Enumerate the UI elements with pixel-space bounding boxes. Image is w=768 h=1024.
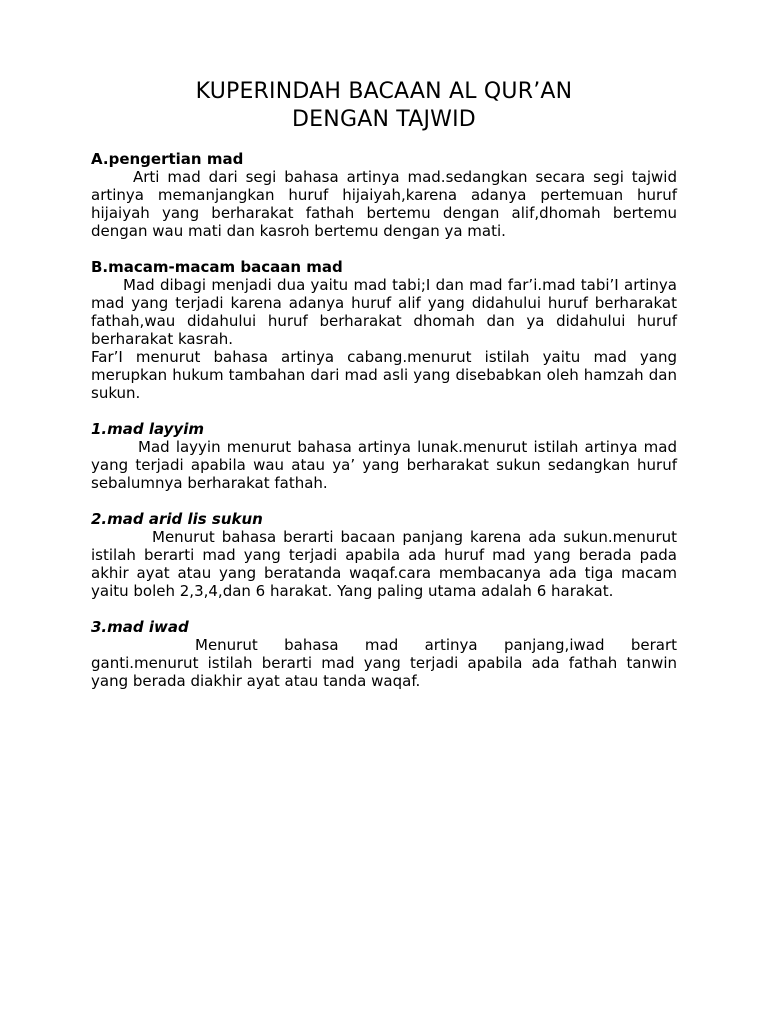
- paragraph: Mad dibagi menjadi dua yaitu mad tabi;I dan mad far’i.mad tabi’I artinya mad yang terjadi karena adanya huruf alif yang didahului huruf berharakat fathah,wau didahului huruf berharakat dhomah dan ya didahului huruf berharakat kasrah.: [91, 276, 677, 348]
- section-mad-iwad: [91, 618, 677, 690]
- section-pengertian-mad: [91, 150, 677, 240]
- section-macam-bacaan-mad: [91, 258, 677, 402]
- paragraph: Menurut bahasa mad artinya panjang,iwad berart ganti.menurut istilah berarti mad yang terjadi apabila ada fathah tanwin yang berada diakhir ayat atau tanda waqaf.: [91, 636, 677, 690]
- title-line-2: DENGAN TAJWID: [292, 107, 476, 132]
- section-mad-arid-lis-sukun: [91, 510, 677, 600]
- section-heading: 3.mad iwad: [91, 618, 189, 636]
- paragraph: Arti mad dari segi bahasa artinya mad.sedangkan secara segi tajwid artinya memanjangkan huruf hijaiyah,karena adanya pertemuan huruf hijaiyah yang berharakat fathah bertemu dengan alif,dhomah bertemu dengan wau mati dan kasroh bertemu dengan ya mati.: [91, 168, 677, 240]
- paragraph: Menurut bahasa berarti bacaan panjang karena ada sukun.menurut istilah berarti mad yang terjadi apabila ada huruf mad yang berada pada akhir ayat atau yang beratanda waqaf.cara membacanya ada tiga macam yaitu boleh 2,3,4,dan 6 harakat. Yang paling utama adalah 6 harakat.: [91, 528, 677, 600]
- document-title: [0, 78, 768, 134]
- title-line-1: KUPERINDAH BACAAN AL QUR’AN: [195, 79, 573, 104]
- section-heading: A.pengertian mad: [91, 150, 244, 168]
- section-heading: 1.mad layyim: [91, 420, 204, 438]
- section-heading: B.macam-macam bacaan mad: [91, 258, 343, 276]
- paragraph: Far’I menurut bahasa artinya cabang.menurut istilah yaitu mad yang merupkan hukum tambahan dari mad asli yang disebabkan oleh hamzah dan sukun.: [91, 348, 677, 402]
- section-heading: 2.mad arid lis sukun: [91, 510, 263, 528]
- paragraph: Mad layyin menurut bahasa artinya lunak.menurut istilah artinya mad yang terjadi apabila wau atau ya’ yang berharakat sukun sedangkan huruf sebalumnya berharakat fathah.: [91, 438, 677, 492]
- section-mad-layyim: [91, 420, 677, 492]
- document-body: [91, 150, 677, 690]
